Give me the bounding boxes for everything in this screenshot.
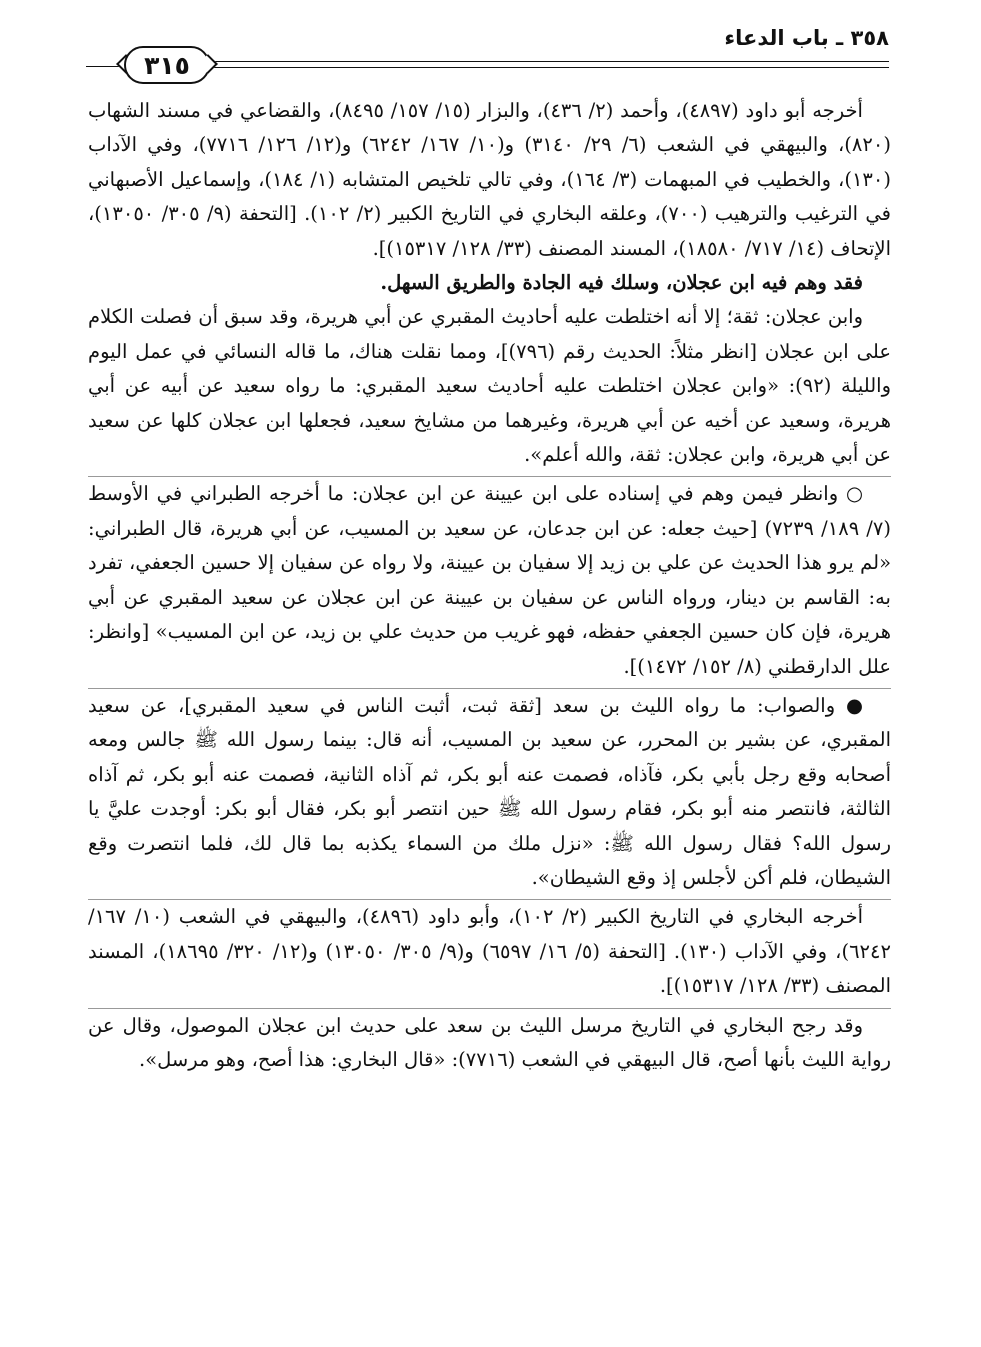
- page-number: ٣١٥: [144, 50, 190, 80]
- header-rule-top: [212, 61, 889, 62]
- paragraph-takhrij-2: أخرجه البخاري في التاريخ الكبير (٢/ ١٠٢)، وأبو داود (٤٨٩٦)، والبيهقي في الشعب (١٠/ ١٦٧/ ٦٢٤٢)، وفي الآداب (١٣٠). [التحفة (٥/ ١٦/ ٦٥٩٧) و(٩/ ٣٠٥/ ١٣٠٥٠) و(١٢/ ٣٢٠/ ١٨٦٩٥)، المسند المصنف (٣٣/ ١٢٨/ ١٥٣١٧)].: [88, 905, 891, 998]
- page-number-badge: [124, 46, 210, 84]
- header-rule-bottom: [212, 67, 889, 68]
- paragraph-tabarani: ○ وانظر فيمن وهم في إسناده على ابن عيينة عن ابن عجلان: ما أخرجه الطبراني في الأوسط (٧/ ١٨٩/ ٧٢٣٩) [حيث جعله: عن ابن جدعان، عن سعيد بن المسيب، عن أبي هريرة، قال الطبراني: «لم يرو هذا الحديث عن علي بن زيد إلا سفيان بن عيينة، ولا رواه عن سفيان إلا حسين الجعفي، تفرد به: القاسم بن دينار، ورواه الناس عن سفيان بن عيينة عن ابن عجلان عن سعيد المقبري عن أبي هريرة، فإن كان حسين الجعفي حفظه، فهو غريب من حديث علي بن زيد، عن ابن المسيب» [وانظر: علل الدارقطني (٨/ ١٥٢/ ١٤٧٢)].: [88, 482, 891, 678]
- paragraph-takhrij-1: أخرجه أبو داود (٤٨٩٧)، وأحمد (٢/ ٤٣٦)، والبزار (١٥/ ١٥٧/ ٨٤٩٥)، والقضاعي في مسند الشهاب (٨٢٠)، والبيهقي في الشعب (٦/ ٢٩/ ٣١٤٠) و(١٠/ ١٦٧/ ٦٢٤٢) و(١٢/ ١٢٦/ ٧٧١٦)، وفي الآداب (١٣٠)، والخطيب في المبهمات (٣/ ١٦٤)، وفي تالي تلخيص المتشابه (١/ ١٨٤)، وإسماعيل الأصبهاني في الترغيب والترهيب (٧٠٠)، وعلقه البخاري في التاريخ الكبير (٢/ ١٠٢). [التحفة (٩/ ٣٠٥/ ١٣٠٥٠)، الإتحاف (١٤/ ٧١٧/ ١٨٥٨٠)، المسند المصنف (٣٣/ ١٢٨/ ١٥٣١٧)].: [88, 99, 891, 260]
- header-rule-stub: [86, 66, 122, 67]
- paragraph-tarjih: وقد رجح البخاري في التاريخ مرسل الليث بن سعد على حديث ابن عجلان الموصول، وقال عن رواية الليث بأنها أصح، قال البيهقي في الشعب (٧٧١٦): «قال البخاري: هذا أصح، وهو مرسل».: [88, 1013, 891, 1071]
- paragraph-ibn-ajlan: وابن عجلان: ثقة؛ إلا أنه اختلطت عليه أحاديث المقبري عن أبي هريرة، وقد سبق أن فصلت الكلام على ابن عجلان [انظر مثلاً: الحديث رقم (٧٩٦)]، ومما نقلت هناك، ما قاله النسائي في عمل اليوم والليلة (٩٢): «وابن عجلان اختلطت عليه أحاديث سعيد المقبري: ما رواه سعيد عن أبيه عن أبي هريرة، وسعيد عن أخيه عن أبي هريرة، وغيرهما من مشايخ سعيد، فجعلها ابن عجلان كلها عن سعيد عن أبي هريرة، وابن عجلان: ثقة، والله أعلم».: [88, 305, 891, 467]
- running-title: ٣٥٨ ـ باب الدعاء: [724, 26, 889, 50]
- paragraph-sawab: ● والصواب: ما رواه الليث بن سعد [ثقة ثبت، أثبت الناس في سعيد المقبري]، عن سعيد المقبري، عن بشير بن المحرر، عن سعيد بن المسيب، أنه قال: بينما رسول الله ﷺ جالس ومعه أصحابه وقع رجل بأبي بكر، فآذاه، فصمت عنه أبو بكر، ثم آذاه الثانية، فصمت عنه أبو بكر، ثم آذاه الثالثة، فانتصر منه أبو بكر، فقام رسول الله ﷺ حين انتصر أبو بكر، فقال أبو بكر: أوجدت عليَّ يا رسول الله؟ فقال رسول الله ﷺ: «نزل ملك من السماء يكذبه بما قال لك، فلما انتصرت وقع الشيطان، فلم أكن لأجلس إذ وقع الشيطان».: [88, 693, 891, 889]
- page-body: [88, 94, 891, 1077]
- paragraph-wahm: فقد وهم فيه ابن عجلان، وسلك فيه الجادة والطريق السهل.: [380, 271, 863, 295]
